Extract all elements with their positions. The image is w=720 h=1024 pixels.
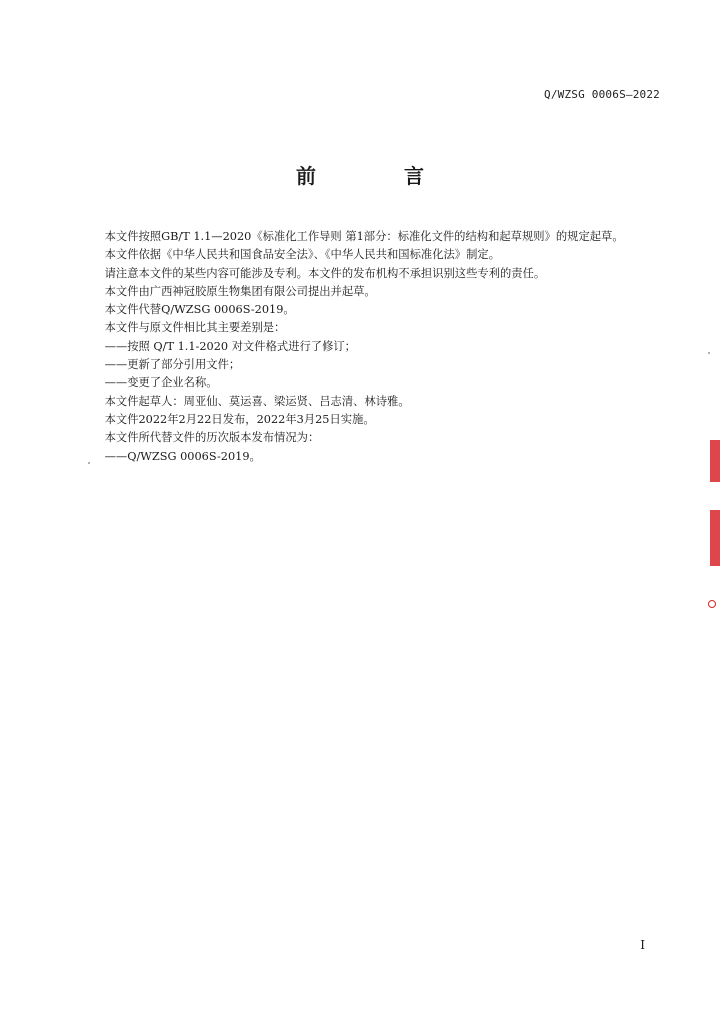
- document-code: Q/WZSG 0006S—2022: [544, 88, 660, 101]
- seal-edge-mark: [708, 600, 716, 608]
- paragraph: 本文件2022年2月22日发布，2022年3月25日实施。: [104, 412, 375, 426]
- paragraph: 本文件所代替文件的历次版本发布情况为：: [104, 431, 320, 445]
- seal-edge-mark: [710, 440, 720, 482]
- scan-speck: [88, 462, 90, 464]
- paragraph: 本文件代替Q/WZSG 0006S-2019。: [104, 303, 295, 317]
- page-number: I: [640, 938, 645, 952]
- foreword-body: [82, 228, 662, 466]
- list-item: ——变更了企业名称。: [104, 376, 218, 390]
- list-item: ——更新了部分引用文件；: [104, 358, 241, 372]
- list-item: ——Q/WZSG 0006S-2019。: [104, 449, 261, 463]
- paragraph: 本文件由广西神冠胶原生物集团有限公司提出并起草。: [104, 284, 376, 298]
- paragraph: 本文件按照GB/T 1.1—2020《标准化工作导则 第1部分：标准化文件的结构和起草规则》的规定起草。: [104, 230, 624, 243]
- seal-edge-mark: [710, 510, 720, 566]
- paragraph: 请注意本文件的某些内容可能涉及专利。本文件的发布机构不承担识别这些专利的责任。: [104, 266, 546, 280]
- scan-speck: [708, 352, 710, 354]
- list-item: ——按照 Q/T 1.1-2020 对文件格式进行了修订；: [104, 339, 356, 353]
- paragraph: 本文件与原文件相比其主要差别是：: [104, 321, 286, 335]
- paragraph: 本文件依据《中华人民共和国食品安全法》、《中华人民共和国标准化法》制定。: [104, 248, 500, 262]
- page-title: 前 言: [296, 164, 458, 188]
- paragraph: 本文件起草人：周亚仙、莫运喜、梁运贤、吕志清、林诗雅。: [104, 394, 410, 408]
